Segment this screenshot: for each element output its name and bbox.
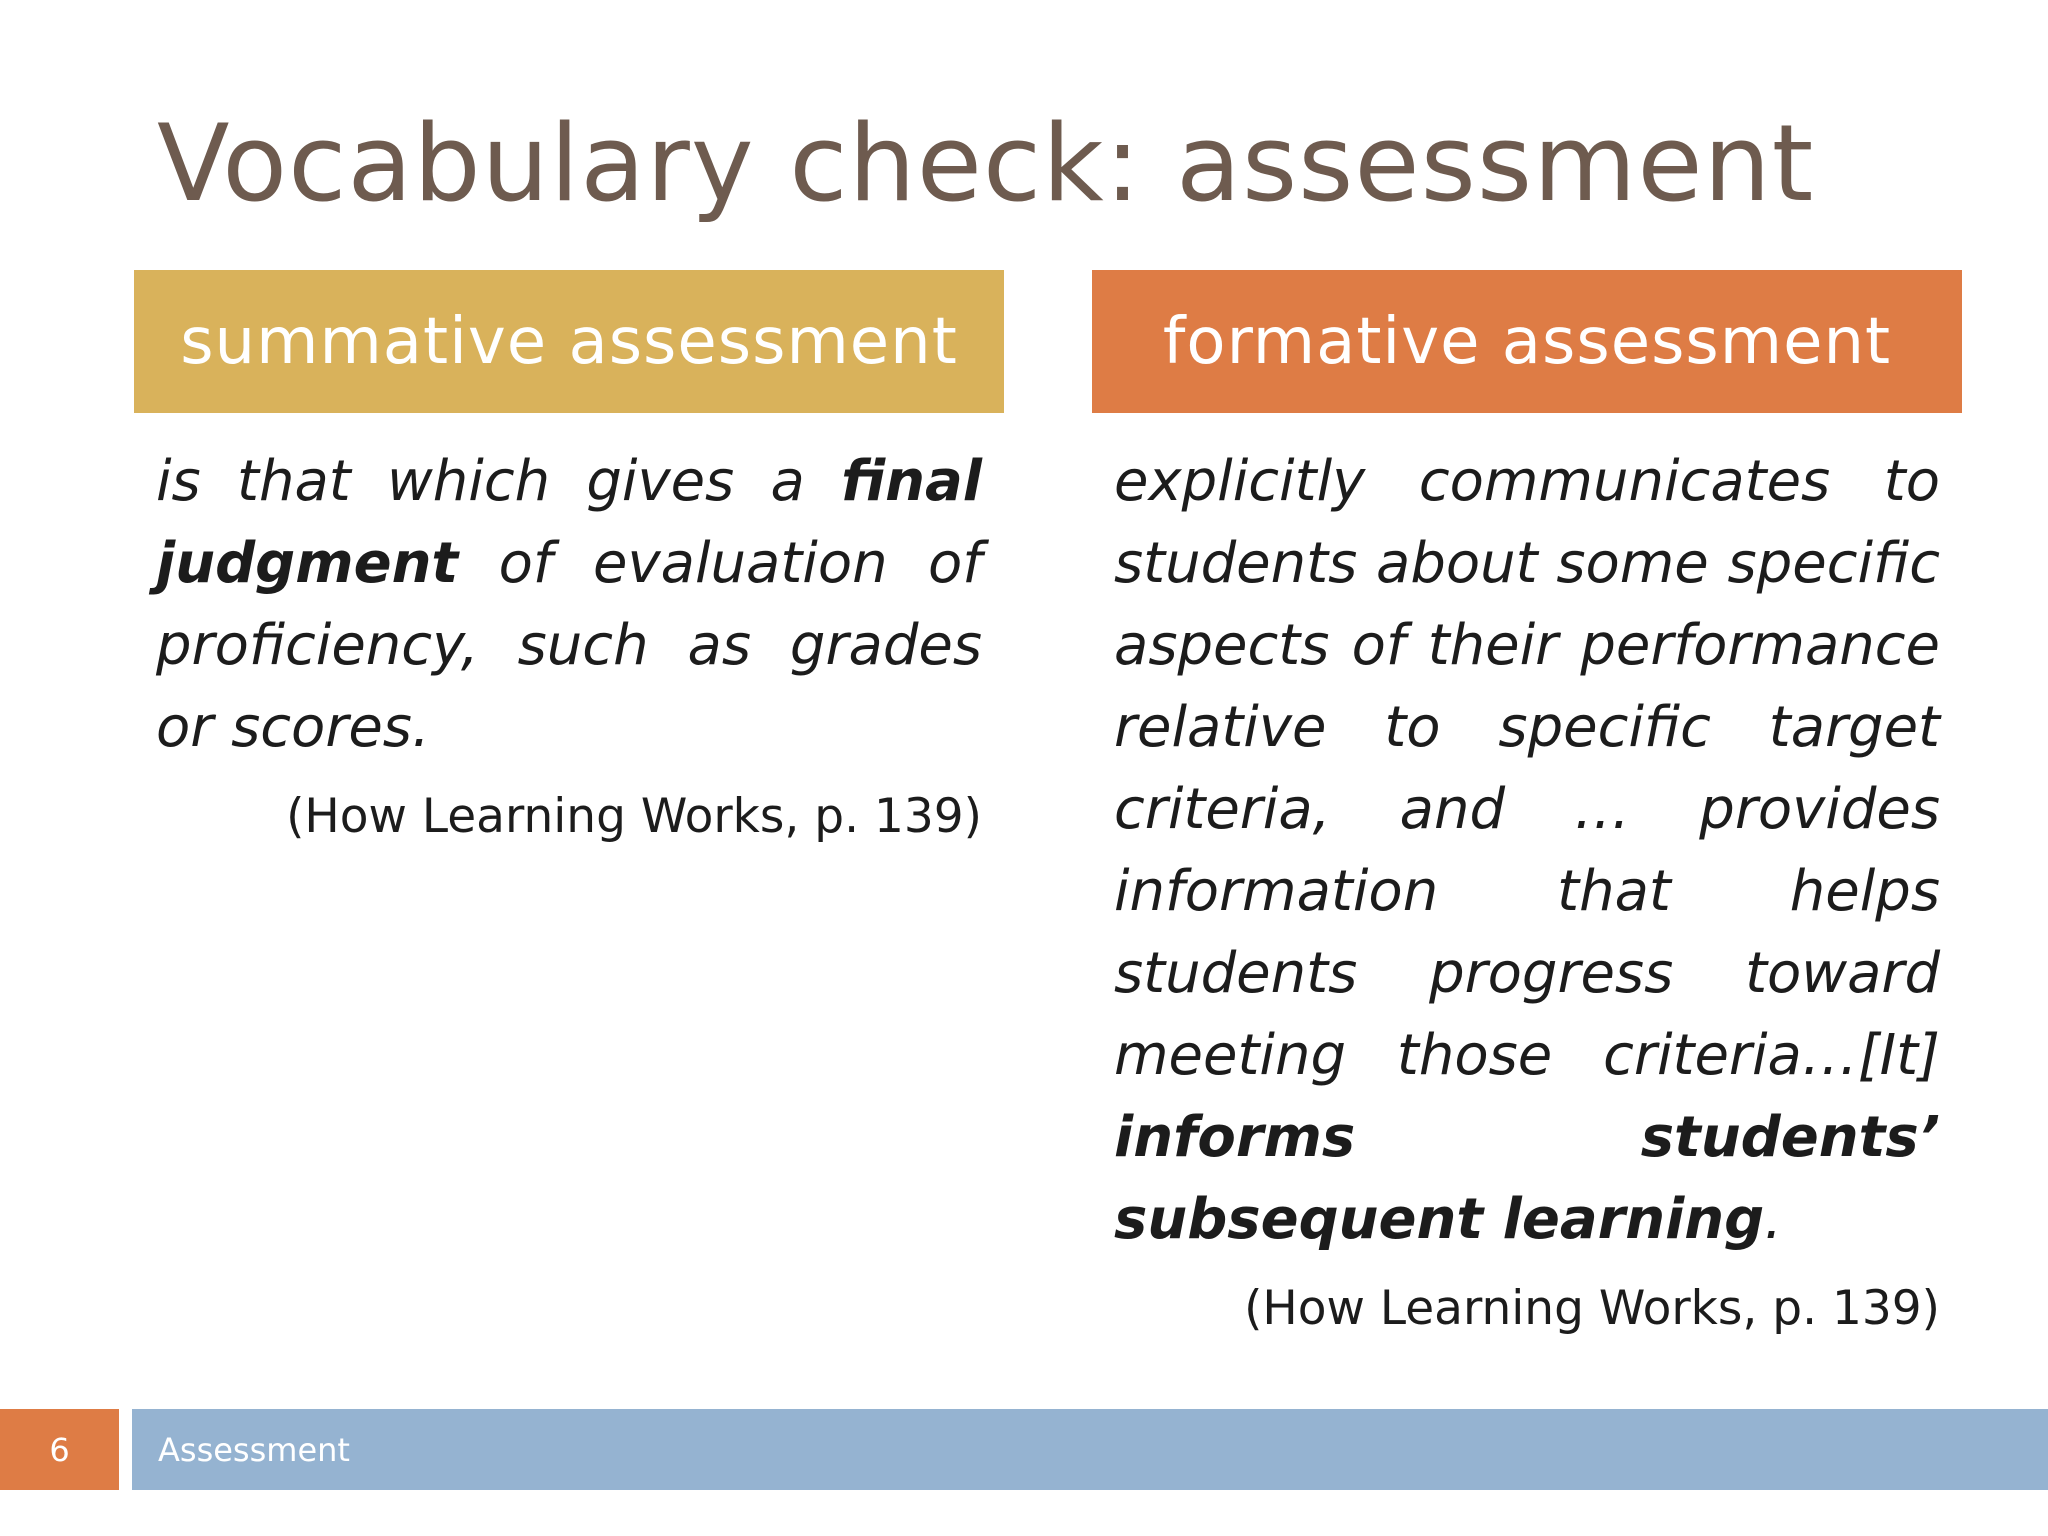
summative-text-part2: of evaluation of proficiency, such as grades or scores. xyxy=(156,531,982,760)
formative-citation: (How Learning Works, p. 139) xyxy=(1244,1281,1940,1336)
slide-title: Vocabulary check: assessment xyxy=(157,102,1815,225)
formative-text-emphasis: informs students’ subsequent learning xyxy=(1114,1105,1940,1252)
summative-text-emphasis: final judgment xyxy=(156,449,982,596)
slide-footer xyxy=(0,1409,2048,1490)
page-number: 6 xyxy=(0,1409,119,1490)
summative-definition xyxy=(156,441,982,769)
footer-section-label: Assessment xyxy=(132,1409,2048,1490)
formative-heading: formative assessment xyxy=(1092,270,1962,413)
formative-definition xyxy=(1114,441,1940,1261)
formative-column xyxy=(1092,270,1962,1339)
summative-heading: summative assessment xyxy=(134,270,1004,413)
summative-column xyxy=(134,270,1004,847)
formative-text-part2: . xyxy=(1764,1187,1783,1252)
summative-text-part1: is that which gives a xyxy=(156,449,842,514)
formative-text-part1: explicitly communicates to students about some specific aspects of their performance relative to specific target criteria, and … provides information that helps students progress toward meeting those criteria…[It] xyxy=(1114,449,1940,1088)
summative-citation: (How Learning Works, p. 139) xyxy=(286,789,982,844)
